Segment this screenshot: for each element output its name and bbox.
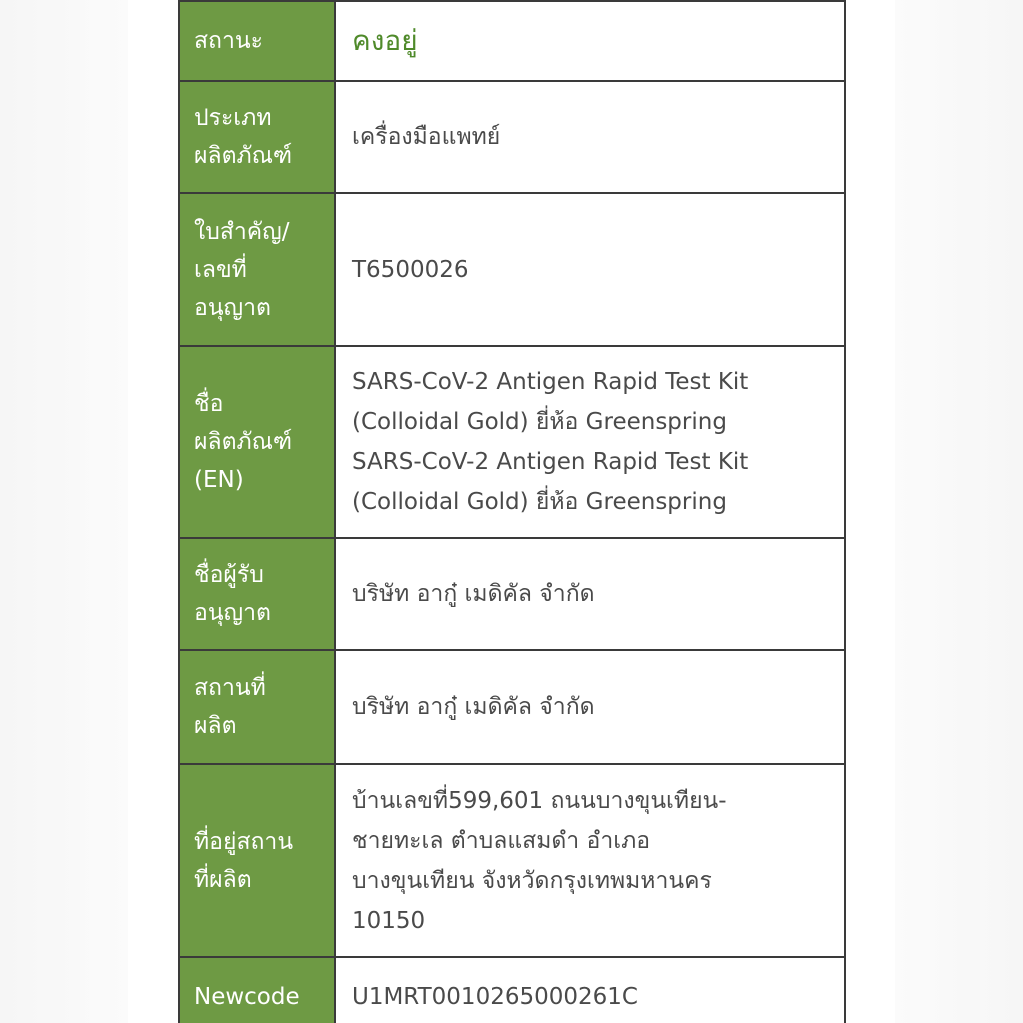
- status-value: คงอยู่: [335, 1, 845, 81]
- product-info-table: [178, 0, 846, 1023]
- manufacturing-site-label: สถานที่ ผลิต: [179, 650, 335, 764]
- licensee-name-label: ชื่อผู้รับ อนุญาต: [179, 538, 335, 650]
- table-row-license-number: [179, 193, 845, 346]
- licensee-name-value: บริษัท อากู๋ เมดิคัล จำกัด: [335, 538, 845, 650]
- table-row-newcode: [179, 957, 845, 1023]
- product-type-label: ประเภท ผลิตภัณฑ์: [179, 81, 335, 193]
- table-row-manufacturing-site: [179, 650, 845, 764]
- table-row-manufacturing-address: [179, 764, 845, 957]
- manufacturing-address-label: ที่อยู่สถาน ที่ผลิต: [179, 764, 335, 957]
- product-name-en-value: SARS-CoV-2 Antigen Rapid Test Kit (Colloidal Gold) ยี่ห้อ Greenspring SARS-CoV-2 Antigen Rapid Test Kit (Colloidal Gold) ยี่ห้อ Greenspring: [335, 346, 845, 538]
- right-background-shade: [895, 0, 1023, 1023]
- table-row-product-name-en: [179, 346, 845, 538]
- license-number-label: ใบสำคัญ/ เลขที่ อนุญาต: [179, 193, 335, 346]
- table-row-product-type: [179, 81, 845, 193]
- status-label: สถานะ: [179, 1, 335, 81]
- product-type-value: เครื่องมือแพทย์: [335, 81, 845, 193]
- manufacturing-address-value: บ้านเลขที่599,601 ถนนบางขุนเทียน- ชายทะเล ตำบลแสมดำ อำเภอ บางขุนเทียน จังหวัดกรุงเทพมหานคร 10150: [335, 764, 845, 957]
- left-background-shade: [0, 0, 128, 1023]
- table-row-licensee-name: [179, 538, 845, 650]
- license-number-value: T6500026: [335, 193, 845, 346]
- newcode-label: Newcode: [179, 957, 335, 1023]
- manufacturing-site-value: บริษัท อากู๋ เมดิคัล จำกัด: [335, 650, 845, 764]
- table-row-status: [179, 1, 845, 81]
- newcode-value: U1MRT0010265000261C: [335, 957, 845, 1023]
- product-name-en-label: ชื่อ ผลิตภัณฑ์ (EN): [179, 346, 335, 538]
